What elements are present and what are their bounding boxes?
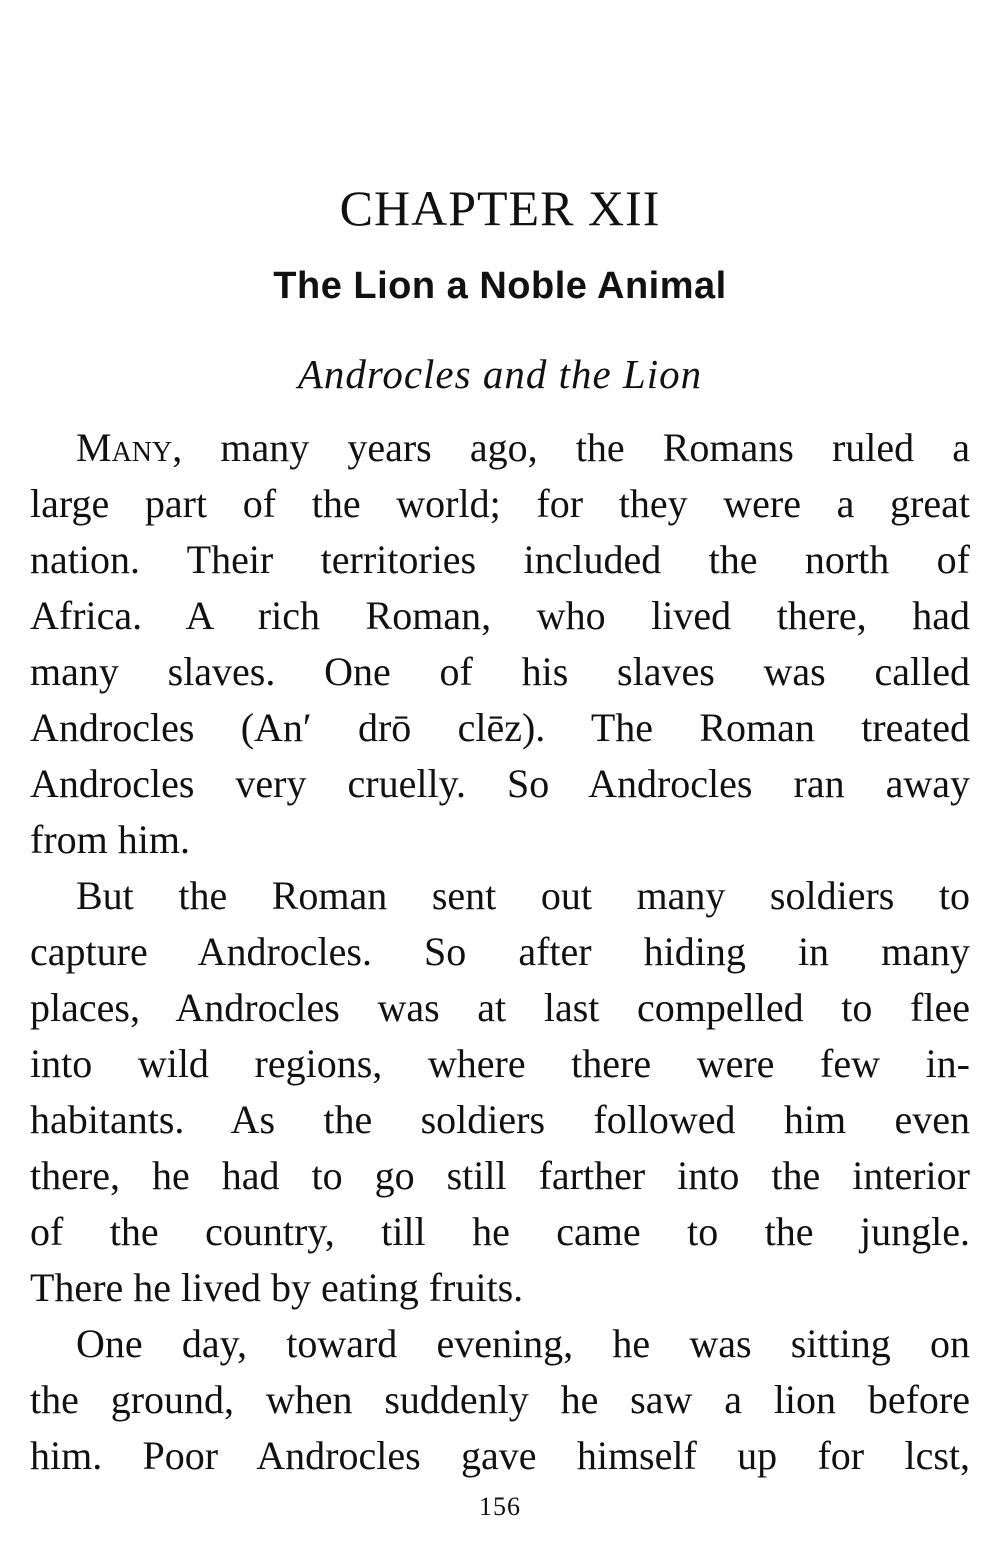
paragraph-1: [30, 420, 970, 868]
lead-word: Many,: [76, 425, 183, 470]
paragraph-line: Africa. A rich Roman, who lived there, had: [30, 593, 970, 638]
line-text: many years ago, the Romans ruled a: [182, 425, 970, 470]
paragraph-line: But the Roman sent out many soldiers to: [76, 873, 970, 918]
paragraph-line: many slaves. One of his slaves was called: [30, 649, 970, 694]
paragraph-line: the ground, when suddenly he saw a lion before: [30, 1377, 970, 1422]
paragraph-3: [30, 1316, 970, 1484]
paragraph-line: him. Poor Androcles gave himself up for lcst,: [30, 1433, 970, 1478]
page-number: 156: [479, 1492, 521, 1521]
paragraph-line: large part of the world; for they were a great: [30, 481, 970, 526]
paragraph-line: capture Androcles. So after hiding in many: [30, 929, 970, 974]
body-text: [30, 420, 970, 1484]
paragraph-line: nation. Their territories included the north of: [30, 537, 970, 582]
chapter-heading: CHAPTER XII: [339, 180, 661, 236]
paragraph-line: Androcles (An′ drō clēz). The Roman treated: [30, 705, 970, 750]
paragraph-line: places, Androcles was at last compelled to flee: [30, 985, 970, 1030]
paragraph-2: [30, 868, 970, 1316]
paragraph-line: from him.: [30, 817, 190, 862]
story-title: Androcles and the Lion: [297, 351, 703, 397]
paragraph-line: [30, 420, 970, 476]
paragraph-line: there, he had to go still farther into the interior: [30, 1153, 970, 1198]
paragraph-line: There he lived by eating fruits.: [30, 1265, 524, 1310]
paragraph-line: Androcles very cruelly. So Androcles ran away: [30, 761, 970, 806]
paragraph-line: One day, toward evening, he was sitting on: [76, 1321, 970, 1366]
paragraph-line: of the country, till he came to the jungle.: [30, 1209, 970, 1254]
paragraph-line: into wild regions, where there were few in-: [30, 1041, 970, 1086]
paragraph-line: habitants. As the soldiers followed him even: [30, 1097, 970, 1142]
chapter-title: The Lion a Noble Animal: [273, 265, 727, 307]
